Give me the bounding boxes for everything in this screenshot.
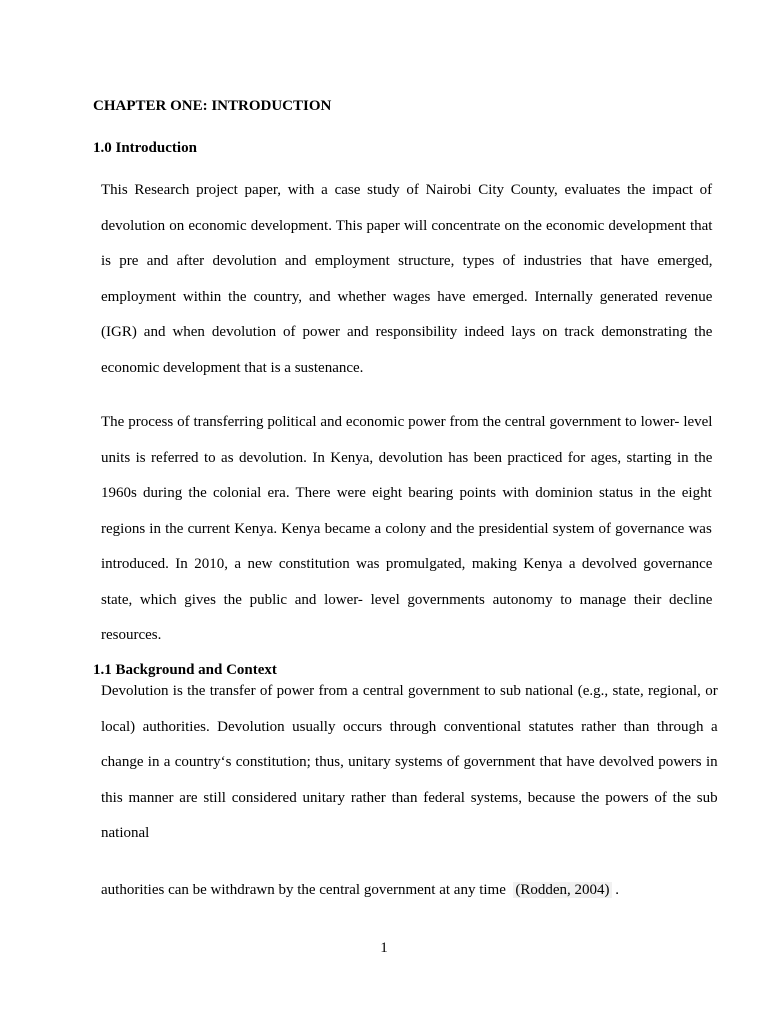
paragraph-line: Devolution is the transfer of power from a central government to sub national (e.g., state, regional, or [101,683,718,699]
paragraph-line: 1960s during the colonial era. There were eight bearing points with dominion status in the eight [101,485,712,501]
chapter-title: CHAPTER ONE: INTRODUCTION [93,98,332,114]
background-paragraph-2 [101,881,712,917]
paragraph-line [101,881,712,917]
section-heading-background: 1.1 Background and Context [93,662,277,678]
paragraph-line: local) authorities. Devolution usually occurs through conventional statutes rather than through a [101,718,718,735]
paragraph-line: (IGR) and when devolution of power and responsibility indeed lays on track demonstrating the [101,324,713,340]
paragraph-line: devolution on economic development. This paper will concentrate on the economic development that [101,217,713,234]
paragraph-line: resources. [101,627,162,643]
paragraph-text: authorities can be withdrawn by the central government at any time [101,882,506,898]
paragraph-line: is pre and after devolution and employment structure, types of industries that have emerged, [101,253,713,269]
paragraph-line: change in a country‘s constitution; thus, unitary systems of government that have devolved powers in [101,754,718,770]
paragraph-line: units is referred to as devolution. In Kenya, devolution has been practiced for ages, starting in the [101,449,713,466]
paragraph-line: This Research project paper, with a case study of Nairobi City County, evaluates the impact of [101,182,713,198]
section-heading-introduction: 1.0 Introduction [93,140,197,156]
citation[interactable]: (Rodden, 2004) [515,882,610,898]
paragraph-line: introduced. In 2010, a new constitution was promulgated, making Kenya a devolved governance [101,556,713,572]
page-number: 1 [380,940,388,956]
background-paragraph-1 [101,682,718,860]
paragraph-line: this manner are still considered unitary rather than federal systems, because the powers of the sub [101,789,718,806]
intro-paragraph-1 [101,181,712,394]
paragraph-line: state, which gives the public and lower- level governments autonomy to manage their decline [101,591,713,608]
paragraph-line: employment within the country, and whether wages have emerged. Internally generated revenue [101,288,713,305]
sentence-end: . [615,882,620,898]
paragraph-line: The process of transferring political and economic power from the central government to lower- level [101,414,713,430]
paragraph-line: national [101,825,150,841]
paragraph-line: regions in the current Kenya. Kenya became a colony and the presidential system of governance was [101,520,712,537]
paragraph-line: economic development that is a sustenance. [101,359,364,376]
intro-paragraph-2 [101,413,712,662]
